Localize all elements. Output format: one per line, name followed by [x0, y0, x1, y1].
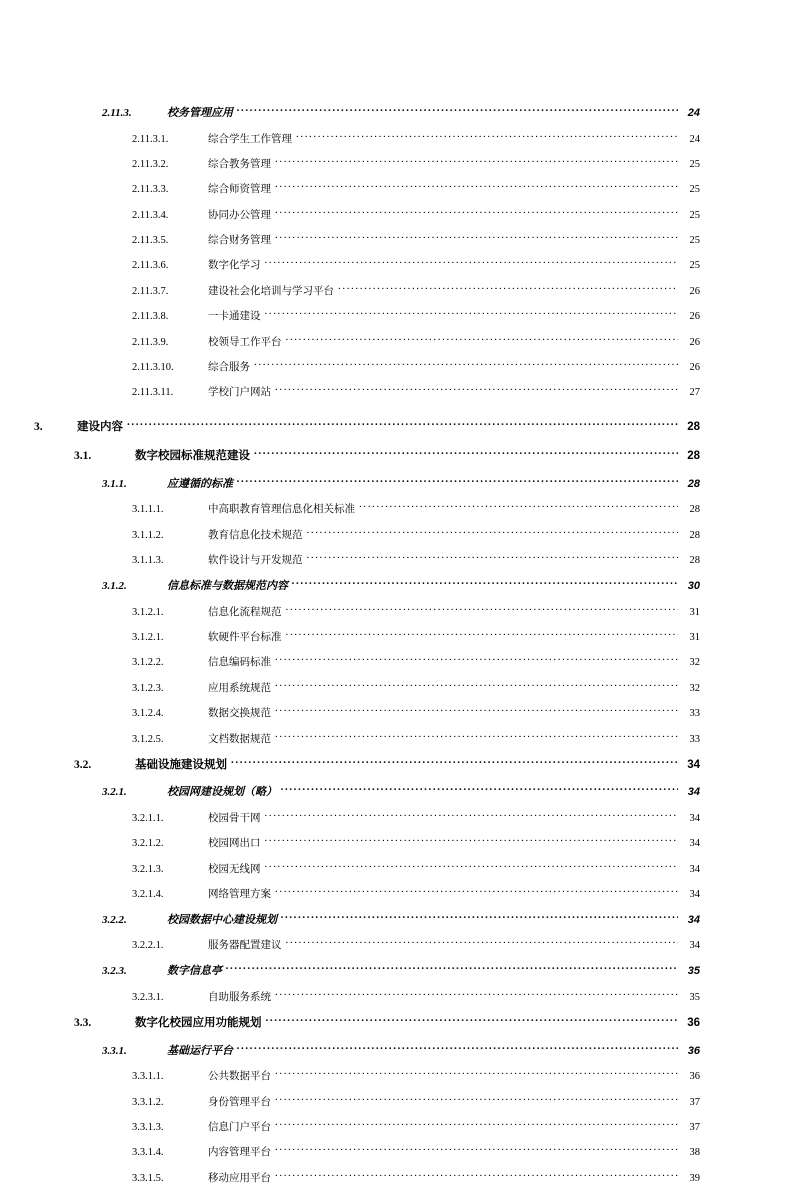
toc-entry-title: 信息化流程规范	[208, 606, 282, 618]
toc-entry[interactable]	[96, 105, 700, 119]
toc-entry[interactable]	[96, 784, 700, 798]
toc-entry-title: 学校门户网站	[208, 387, 271, 399]
toc-leader-dots	[266, 1015, 679, 1027]
toc-entry-number: 3.	[34, 421, 43, 434]
toc-entry[interactable]	[96, 604, 700, 618]
toc-entry-page: 26	[689, 362, 700, 374]
toc-entry-number: 2.11.3.11.	[132, 387, 174, 399]
toc-entry-number: 3.1.1.2.	[132, 529, 164, 541]
toc-leader-dots	[237, 476, 678, 487]
toc-entry-page: 28	[689, 504, 700, 516]
toc-entry-number: 2.11.3.1.	[132, 133, 169, 145]
toc-entry-page: 34	[689, 940, 700, 952]
toc-entry[interactable]	[96, 810, 700, 824]
toc-entry-page: 31	[689, 631, 700, 643]
table-of-contents	[34, 105, 700, 1196]
toc-entry[interactable]	[96, 938, 700, 952]
toc-entry-number: 2.11.3.9.	[132, 336, 169, 348]
toc-entry[interactable]	[96, 309, 700, 323]
toc-entry[interactable]	[96, 283, 700, 297]
toc-entry-number: 3.2.1.2.	[132, 838, 164, 850]
toc-entry-page: 34	[689, 889, 700, 901]
toc-entry-number: 3.2.2.	[102, 913, 127, 926]
toc-entry-number: 3.1.2.	[102, 580, 127, 593]
toc-leader-dots	[275, 1069, 678, 1080]
toc-leader-dots	[254, 448, 678, 460]
toc-leader-dots	[275, 156, 678, 167]
toc-entry-page: 28	[687, 421, 700, 434]
toc-entry-number: 3.2.2.1.	[132, 940, 164, 952]
toc-entry[interactable]	[96, 258, 700, 272]
toc-leader-dots	[254, 360, 678, 371]
toc-entry[interactable]	[96, 182, 700, 196]
toc-entry-number: 3.1.2.4.	[132, 708, 164, 720]
toc-entry-title: 内容管理平台	[208, 1147, 271, 1159]
toc-leader-dots	[265, 258, 679, 269]
toc-entry[interactable]	[96, 731, 700, 745]
toc-entry[interactable]	[96, 887, 700, 901]
toc-entry-title: 应遵循的标准	[167, 477, 233, 490]
toc-leader-dots	[275, 207, 678, 218]
toc-entry-title: 校园网建设规划（略）	[167, 786, 277, 799]
toc-entry[interactable]	[96, 1145, 700, 1159]
toc-entry-title: 校园网出口	[208, 838, 261, 850]
toc-entry-page: 32	[689, 682, 700, 694]
toc-entry-title: 身份管理平台	[208, 1096, 271, 1108]
toc-entry-page: 37	[689, 1096, 700, 1108]
toc-leader-dots	[275, 1120, 678, 1131]
toc-entry-title: 移动应用平台	[208, 1172, 271, 1184]
toc-entry-number: 3.1.1.3.	[132, 555, 164, 567]
toc-entry[interactable]	[96, 963, 700, 977]
toc-entry-title: 综合学生工作管理	[208, 133, 292, 145]
toc-entry-number: 3.2.1.	[102, 786, 127, 799]
toc-entry-number: 2.11.3.3.	[132, 184, 169, 196]
toc-entry[interactable]	[96, 233, 700, 247]
toc-entry[interactable]	[34, 419, 700, 434]
toc-leader-dots	[275, 1145, 678, 1156]
toc-entry-number: 3.2.1.4.	[132, 889, 164, 901]
toc-leader-dots	[275, 731, 678, 742]
toc-leader-dots	[237, 1043, 678, 1054]
toc-entry-number: 3.1.	[74, 450, 92, 463]
toc-leader-dots	[275, 1094, 678, 1105]
toc-entry[interactable]	[96, 502, 700, 516]
toc-entry[interactable]	[96, 578, 700, 592]
toc-entry-number: 3.1.2.3.	[132, 682, 164, 694]
toc-entry-page: 26	[689, 311, 700, 323]
toc-entry-title: 网络管理方案	[208, 889, 271, 901]
toc-entry-number: 2.11.3.	[102, 107, 132, 119]
toc-entry-page: 37	[689, 1122, 700, 1134]
toc-leader-dots	[286, 629, 679, 640]
toc-entry-title: 文档数据规范	[208, 733, 271, 745]
toc-entry-number: 3.3.1.4.	[132, 1147, 164, 1159]
toc-entry[interactable]	[96, 334, 700, 348]
toc-entry-title: 综合服务	[208, 362, 250, 374]
toc-entry-number: 3.1.2.1.	[132, 606, 164, 618]
toc-entry[interactable]	[96, 680, 700, 694]
toc-entry-number: 3.3.1.1.	[132, 1071, 164, 1083]
toc-entry[interactable]	[96, 1170, 700, 1184]
toc-leader-dots	[275, 1170, 678, 1181]
toc-entry-page: 33	[689, 708, 700, 720]
toc-entry-title: 综合财务管理	[208, 235, 271, 247]
toc-entry-page: 25	[689, 158, 700, 170]
toc-entry[interactable]	[96, 385, 700, 399]
toc-entry-title: 自助服务系统	[208, 991, 271, 1003]
toc-entry[interactable]	[96, 836, 700, 850]
toc-entry-number: 3.1.2.1.	[132, 631, 164, 643]
toc-entry[interactable]	[96, 156, 700, 170]
toc-entry[interactable]	[96, 207, 700, 221]
toc-entry-page: 36	[687, 1044, 700, 1057]
toc-leader-dots	[127, 419, 678, 431]
toc-leader-dots	[307, 553, 679, 564]
toc-entry-page: 31	[689, 606, 700, 618]
toc-entry-number: 2.11.3.8.	[132, 311, 169, 323]
toc-entry-page: 25	[689, 184, 700, 196]
toc-entry-page: 24	[687, 107, 700, 119]
toc-entry-number: 3.3.1.5.	[132, 1172, 164, 1184]
toc-entry-page: 28	[689, 555, 700, 567]
toc-entry[interactable]	[96, 1043, 700, 1057]
toc-leader-dots	[307, 527, 679, 538]
toc-entry-number: 2.11.3.5.	[132, 235, 169, 247]
toc-entry-title: 建设社会化培训与学习平台	[208, 285, 334, 297]
toc-entry-number: 3.2.3.	[102, 965, 127, 978]
toc-entry-title: 软件设计与开发规范	[208, 555, 303, 567]
toc-entry-title: 基础设施建设规划	[135, 758, 227, 771]
toc-entry-title: 服务器配置建议	[208, 940, 282, 952]
toc-entry[interactable]	[96, 553, 700, 567]
toc-entry-title: 教育信息化技术规范	[208, 529, 303, 541]
toc-leader-dots	[286, 604, 679, 615]
toc-entry[interactable]	[96, 1069, 700, 1083]
toc-entry-title: 数据交换规范	[208, 708, 271, 720]
toc-entry-page: 28	[689, 529, 700, 541]
toc-entry-number: 2.11.3.7.	[132, 285, 169, 297]
toc-entry-page: 27	[689, 387, 700, 399]
toc-leader-dots	[275, 233, 678, 244]
toc-leader-dots	[281, 912, 678, 923]
toc-entry-title: 一卡通建设	[208, 311, 261, 323]
toc-entry-page: 28	[687, 477, 700, 490]
toc-leader-dots	[275, 680, 678, 691]
toc-entry-number: 2.11.3.6.	[132, 260, 169, 272]
toc-entry-title: 数字化学习	[208, 260, 261, 272]
toc-entry-title: 信息标准与数据规范内容	[167, 580, 288, 593]
toc-entry[interactable]	[96, 1094, 700, 1108]
toc-leader-dots	[265, 309, 679, 320]
toc-entry-number: 3.3.1.3.	[132, 1122, 164, 1134]
toc-leader-dots	[275, 887, 678, 898]
toc-entry[interactable]	[96, 476, 700, 490]
toc-entry[interactable]	[74, 1015, 700, 1030]
toc-entry-page: 33	[689, 733, 700, 745]
toc-entry-page: 36	[689, 1071, 700, 1083]
toc-entry-number: 3.1.2.5.	[132, 733, 164, 745]
toc-entry-title: 软硬件平台标准	[208, 631, 282, 643]
toc-entry-page: 34	[689, 812, 700, 824]
toc-entry-number: 3.2.	[74, 758, 92, 771]
toc-leader-dots	[275, 989, 678, 1000]
toc-leader-dots	[296, 131, 678, 142]
toc-leader-dots	[237, 105, 678, 116]
toc-entry-title: 校园数据中心建设规划	[167, 913, 277, 926]
toc-entry-title: 校务管理应用	[167, 107, 233, 119]
toc-entry-number: 3.2.1.1.	[132, 812, 164, 824]
toc-entry[interactable]	[96, 527, 700, 541]
toc-entry-title: 信息门户平台	[208, 1122, 271, 1134]
toc-entry-number: 3.3.	[74, 1017, 92, 1030]
toc-leader-dots	[286, 334, 679, 345]
toc-entry-title: 综合教务管理	[208, 158, 271, 170]
toc-leader-dots	[275, 655, 678, 666]
toc-entry-number: 3.1.1.1.	[132, 504, 164, 516]
toc-leader-dots	[286, 938, 679, 949]
toc-leader-dots	[338, 283, 678, 294]
toc-entry-title: 应用系统规范	[208, 682, 271, 694]
toc-entry-number: 2.11.3.4.	[132, 209, 169, 221]
toc-entry-number: 3.3.1.2.	[132, 1096, 164, 1108]
toc-leader-dots	[265, 861, 679, 872]
toc-entry-title: 协同办公管理	[208, 209, 271, 221]
toc-leader-dots	[275, 182, 678, 193]
toc-entry-page: 34	[687, 913, 700, 926]
toc-entry[interactable]	[74, 448, 700, 463]
toc-entry-page: 26	[689, 285, 700, 297]
toc-entry-title: 基础运行平台	[167, 1044, 233, 1057]
toc-entry[interactable]	[96, 655, 700, 669]
toc-entry-title: 数字校园标准规范建设	[135, 450, 250, 463]
toc-entry-title: 公共数据平台	[208, 1071, 271, 1083]
toc-entry-title: 建设内容	[77, 421, 123, 434]
toc-entry-page: 32	[689, 657, 700, 669]
toc-entry-title: 校领导工作平台	[208, 336, 282, 348]
toc-leader-dots	[265, 836, 679, 847]
toc-entry-title: 中高职教育管理信息化相关标准	[208, 504, 355, 516]
toc-entry-page: 38	[689, 1147, 700, 1159]
toc-entry-number: 3.2.1.3.	[132, 863, 164, 875]
toc-entry-number: 2.11.3.2.	[132, 158, 169, 170]
toc-entry-page: 30	[687, 580, 700, 593]
toc-entry-title: 数字化校园应用功能规划	[135, 1017, 262, 1030]
toc-entry-page: 34	[689, 838, 700, 850]
toc-entry[interactable]	[96, 360, 700, 374]
toc-entry-page: 34	[689, 863, 700, 875]
toc-entry-page: 35	[689, 991, 700, 1003]
toc-entry[interactable]	[96, 989, 700, 1003]
toc-entry-page: 24	[689, 133, 700, 145]
toc-leader-dots	[226, 963, 678, 974]
toc-leader-dots	[281, 784, 678, 795]
toc-entry[interactable]	[96, 131, 700, 145]
toc-leader-dots	[231, 756, 678, 768]
toc-entry-number: 3.2.3.1.	[132, 991, 164, 1003]
toc-entry-page: 25	[689, 260, 700, 272]
toc-entry-number: 3.3.1.	[102, 1044, 127, 1057]
toc-entry-page: 34	[687, 758, 700, 771]
toc-leader-dots	[292, 578, 678, 589]
toc-entry[interactable]	[96, 912, 700, 926]
toc-entry-page: 28	[687, 450, 700, 463]
toc-leader-dots	[359, 502, 678, 513]
toc-leader-dots	[265, 810, 679, 821]
toc-entry-number: 2.11.3.10.	[132, 362, 174, 374]
toc-entry-page: 39	[689, 1172, 700, 1184]
toc-entry[interactable]	[96, 629, 700, 643]
toc-entry-page: 25	[689, 235, 700, 247]
toc-entry-page: 25	[689, 209, 700, 221]
toc-entry-page: 26	[689, 336, 700, 348]
toc-entry-title: 校园骨干网	[208, 812, 261, 824]
toc-entry[interactable]	[96, 861, 700, 875]
toc-leader-dots	[275, 706, 678, 717]
toc-entry-title: 信息编码标准	[208, 657, 271, 669]
toc-entry-page: 34	[687, 786, 700, 799]
toc-entry-number: 3.1.2.2.	[132, 657, 164, 669]
toc-entry-number: 3.1.1.	[102, 477, 127, 490]
toc-entry-title: 数字信息亭	[167, 965, 222, 978]
toc-entry[interactable]	[74, 756, 700, 771]
toc-entry-title: 综合师资管理	[208, 184, 271, 196]
toc-entry-page: 36	[687, 1017, 700, 1030]
toc-entry-title: 校园无线网	[208, 863, 261, 875]
toc-leader-dots	[275, 385, 678, 396]
toc-entry-page: 35	[687, 965, 700, 978]
toc-entry[interactable]	[96, 706, 700, 720]
